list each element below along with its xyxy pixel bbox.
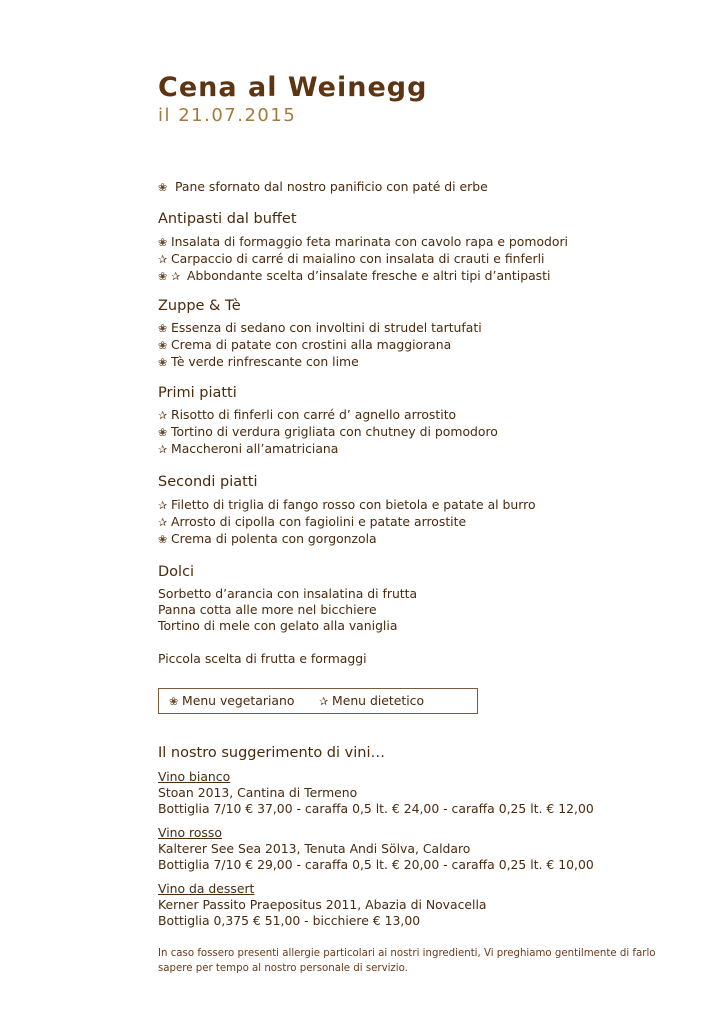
page-date: il 21.07.2015 (158, 105, 297, 126)
legend-vegetarian: ❀ Menu vegetariano (169, 689, 294, 714)
star-icon: ✰ (158, 516, 168, 529)
section-antipasti (158, 234, 568, 285)
flower-icon: ❀ (158, 181, 168, 194)
list-item: ❀ Crema di patate con crostini alla maggiorana (158, 337, 452, 352)
legend-dietetic: ✰ Menu dietetico (319, 689, 424, 714)
flower-icon: ❀ (158, 270, 168, 283)
list-item: ❀ Tortino di verdura grigliata con chutney di pomodoro (158, 424, 498, 439)
intro-text: Pane sfornato dal nostro panificio con paté di erbe (174, 179, 488, 194)
section-title-antipasti: Antipasti dal buffet (158, 211, 297, 227)
intro-line (158, 179, 488, 196)
flower-icon: ❀ (158, 356, 168, 369)
allergy-note: In caso fossero presenti allergie particolari ai nostri ingredienti, Vi preghiamo gentilmente di farlo sapere per tempo al nostro personale di servizio. (158, 948, 656, 974)
star-icon: ✰ (319, 695, 329, 708)
list-item: ❀ Insalata di formaggio feta marinata con cavolo rapa e pomodori (158, 234, 569, 249)
list-item: ❀ Essenza di sedano con involtini di strudel tartufati (158, 320, 482, 335)
section-title-dolci: Dolci (158, 564, 195, 580)
section-title-secondi: Secondi piatti (158, 474, 258, 490)
flower-icon: ❀ (158, 533, 168, 546)
list-item: ✰ Risotto di finferli con carré d’ agnello arrostito (158, 407, 457, 422)
section-dolci (158, 586, 417, 634)
wine-name: Kalterer See Sea 2013, Tenuta Andi Sölva, Caldaro (158, 841, 471, 856)
wines-title: Il nostro suggerimento di vini… (158, 745, 385, 761)
list-item: ❀ Crema di polenta con gorgonzola (158, 531, 377, 546)
wine-dessert (158, 881, 487, 929)
star-icon: ✰ (171, 270, 181, 283)
flower-icon: ❀ (158, 236, 168, 249)
list-item: ✰ Carpaccio di carré di maialino con insalata di crauti e finferli (158, 251, 545, 266)
star-icon: ✰ (158, 499, 168, 512)
list-item: Sorbetto d’arancia con insalatina di frutta (158, 586, 418, 601)
wine-price: Bottiglia 0,375 € 51,00 - bicchiere € 13,00 (158, 913, 421, 928)
flower-icon: ❀ (158, 322, 168, 335)
menu-legend (158, 688, 478, 714)
list-item: ❀ Tè verde rinfrescante con lime (158, 354, 359, 369)
list-item: ✰ Filetto di triglia di fango rosso con bietola e patate al burro (158, 497, 536, 512)
list-item: ✰ Maccheroni all’amatriciana (158, 441, 339, 456)
section-primi (158, 407, 498, 458)
wine-name: Kerner Passito Praepositus 2011, Abazia di Novacella (158, 897, 487, 912)
list-item: ❀ ✰ Abbondante scelta d’insalate fresche e altri tipi d’antipasti (158, 268, 551, 283)
wine-white (158, 769, 594, 817)
star-icon: ✰ (158, 409, 168, 422)
wine-price: Bottiglia 7/10 € 29,00 - caraffa 0,5 lt. € 20,00 - caraffa 0,25 lt. € 10,00 (158, 857, 594, 872)
wine-category: Vino da dessert (158, 881, 255, 896)
wine-red (158, 825, 594, 873)
list-item: ✰ Arrosto di cipolla con fagiolini e patate arrostite (158, 514, 467, 529)
star-icon: ✰ (158, 253, 168, 266)
star-icon: ✰ (158, 443, 168, 456)
list-item: Panna cotta alle more nel bicchiere (158, 602, 377, 617)
menu-header (158, 72, 427, 128)
wine-category: Vino rosso (158, 825, 222, 840)
wine-price: Bottiglia 7/10 € 37,00 - caraffa 0,5 lt. € 24,00 - caraffa 0,25 lt. € 12,00 (158, 801, 594, 816)
wine-name: Stoan 2013, Cantina di Termeno (158, 785, 358, 800)
dolci-extra: Piccola scelta di frutta e formaggi (158, 651, 367, 666)
flower-icon: ❀ (169, 695, 179, 708)
section-title-zuppe: Zuppe & Tè (158, 298, 241, 314)
list-item: Tortino di mele con gelato alla vaniglia (158, 618, 398, 633)
flower-icon: ❀ (158, 426, 168, 439)
section-secondi (158, 497, 536, 548)
wine-category: Vino bianco (158, 769, 231, 784)
section-title-primi: Primi piatti (158, 385, 237, 401)
page-title: Cena al Weinegg (158, 72, 428, 103)
flower-icon: ❀ (158, 339, 168, 352)
section-zuppe (158, 320, 482, 371)
